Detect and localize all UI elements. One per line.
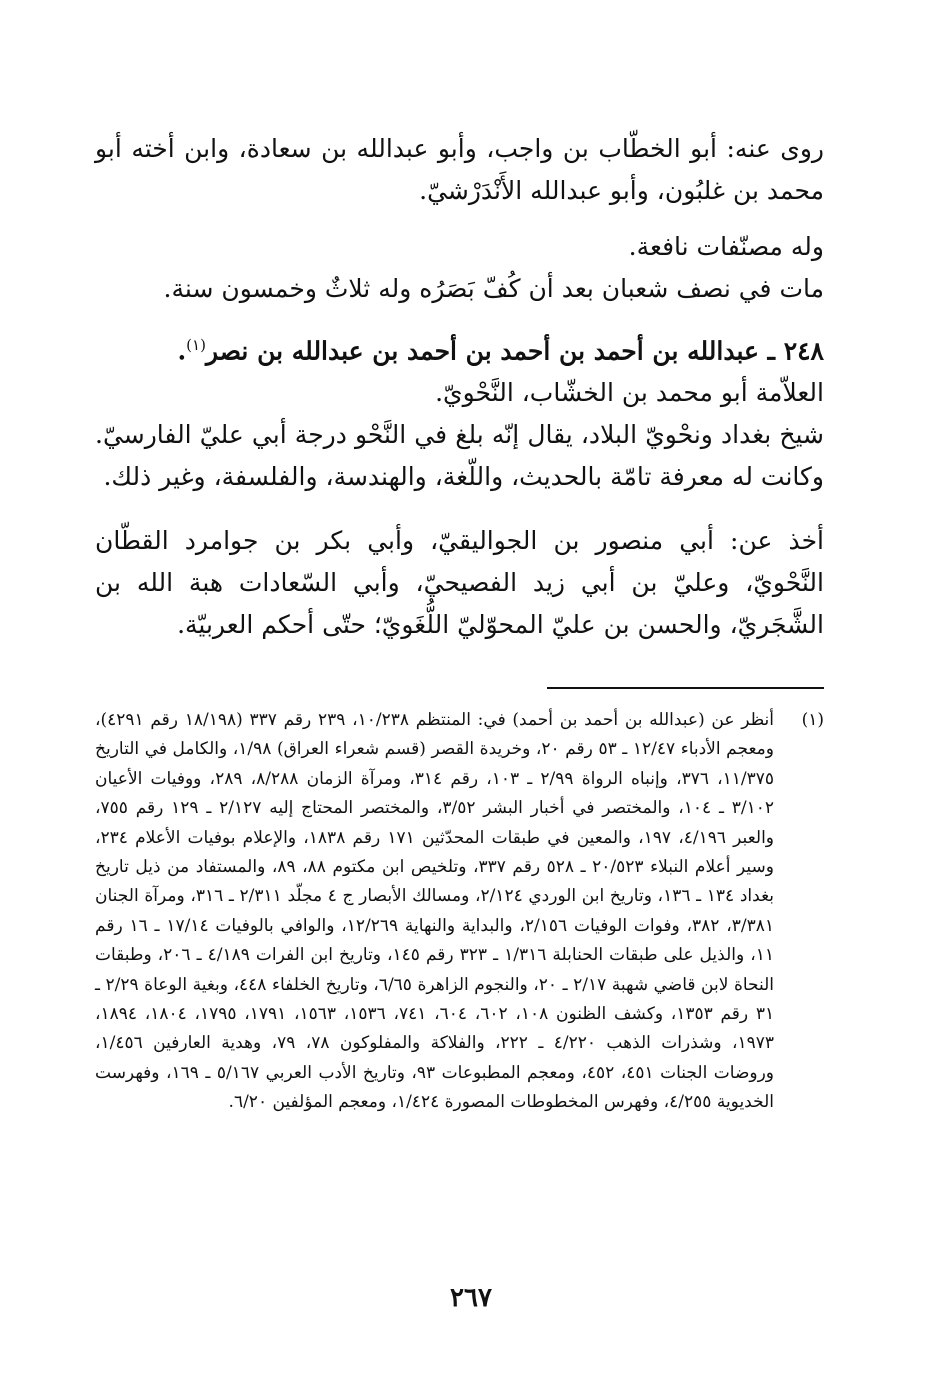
entry-dash: ـ (767, 336, 775, 366)
paragraph-teachers: أخذ عن: أبي منصور بن الجواليقيّ، وأبي بكر بن جوامرد القطّان النَّحْويّ، وعليّ بن أبي زيد الفصيحيّ، وأبي السّعادات هبة الله بن الشَّجَريّ، والحسن بن عليّ المحوّليّ اللُّغَويّ؛ حتّى أحكم العربيّة. (95, 526, 824, 640)
paragraph-narrators: روى عنه: أبو الخطّاب بن واجب، وأبو عبدالله بن سعادة، وابن أخته أبو محمد بن غلبُون، وأبو عبدالله الأَنْدَرْشيّ. (95, 134, 824, 205)
entry-end: . (177, 336, 187, 366)
footnote-separator (547, 687, 824, 689)
entry-title: عبدالله بن أحمد بن أحمد بن أحمد بن عبدالله بن نصر (205, 336, 759, 366)
paragraph-biography: شيخ بغداد ونحْويّ البلاد، يقال إنّه بلغ في النَّحْو درجة أبي عليّ الفارسيّ. وكانت له معرفة تامّة بالحديث، واللّغة، والهندسة، والفلسفة، وغير ذلك. (95, 420, 824, 492)
entry-number: ٢٤٨ (783, 336, 824, 366)
page-number: ٢٦٧ (450, 1283, 492, 1313)
footnote-marker: (١) (801, 710, 824, 730)
footnote (95, 706, 824, 1118)
paragraph-death: مات في نصف شعبان بعد أن كُفّ بَصَرُه وله ثلاثٌ وخمسون سنة. (163, 274, 824, 303)
main-text (95, 128, 824, 646)
footnote-reference[interactable]: (١) (186, 336, 206, 354)
entry-heading (95, 324, 824, 372)
paragraph-works: وله مصنّفات نافعة. (628, 232, 824, 261)
footnote-text: أنظر عن (عبدالله بن أحمد بن أحمد) في: المنتظم ١٠/٢٣٨، ٢٣٩ رقم ٣٣٧ (١٨/١٩٨ رقم ٤٢٩١)، ومعجم الأدباء ١٢/٤٧ ـ ٥٣ رقم ٢٠، وخريدة القصر (قسم شعراء العراق) ١/٩٨، والكامل في التاريخ ١١/٣٧٥، ٣٧٦، وإنباه الرواة ٢/٩٩ ـ ١٠٣، رقم ٣١٤، ومرآة الزمان ٨/٢٨٨، ٢٨٩، ووفيات الأعيان ٣/١٠٢ ـ ١٠٤، والمختصر في أخبار البشر ٣/٥٢، والمختصر المحتاج إليه ٢/١٢٧ ـ ١٢٩ رقم ٧٥٥، والعبر ٤/١٩٦، ١٩٧، والمعين في طبقات المحدّثين ١٧١ رقم ١٨٣٨، والإعلام بوفيات الأعلام ٢٣٤، وسير أعلام النبلاء ٢٠/٥٢٣ ـ ٥٢٨ رقم ٣٣٧، وتلخيص ابن مكتوم ٨٨، ٨٩، والمستفاد من ذيل تاريخ بغداد ١٣٤ ـ ١٣٦، وتاريخ ابن الوردي ٢/١٢٤، ومسالك الأبصار ج ٤ مجلّد ٢/٣١١ ـ ٣١٦، ومرآة الجنان ٣/٣٨١، ٣٨٢، وفوات الوفيات ٢/١٥٦، والبداية والنهاية ١٢/٢٦٩، والوافي بالوفيات ١٧/١٤ ـ ١٦ رقم ١١، والذيل على طبقات الحنابلة ١/٣١٦ ـ ٣٢٣ رقم ١٤٥، وتاريخ ابن الفرات ٤/١٨٩ ـ ٢٠٦، وطبقات النحاة لابن قاضي شهبة ٢/١٧ ـ ٢٠، والنجوم الزاهرة ٦/٦٥، وتاريخ الخلفاء ٤٤٨، وبغية الوعاة ٢/٢٩ ـ ٣١ رقم ١٣٥٣، وكشف الظنون ١٠٨، ٦٠٢، ٦٠٤، ٧٤١، ١٥٣٦، ١٥٦٣، ١٧٩١، ١٧٩٥، ١٨٠٤، ١٨٩٤، ١٩٧٣، وشذرات الذهب ٤/٢٢٠ ـ ٢٢٢، والفلاكة والمفلوكون ٧٨، ٧٩، وهدية العارفين ١/٤٥٦، وروضات الجنات ٤٥١، ٤٥٢، ومعجم المطبوعات ٩٣، وتاريخ الأدب العربي ٥/١٦٧ ـ ١٦٩، وفهرست الخديوية ٤/٢٥٥، وفهرس المخطوطات المصورة ١/٤٢٤، ومعجم المؤلفين ٦/٢٠. (95, 710, 775, 1113)
paragraph-epithet: العلاّمة أبو محمد بن الخشّاب، النَّحْويّ. (435, 378, 824, 408)
